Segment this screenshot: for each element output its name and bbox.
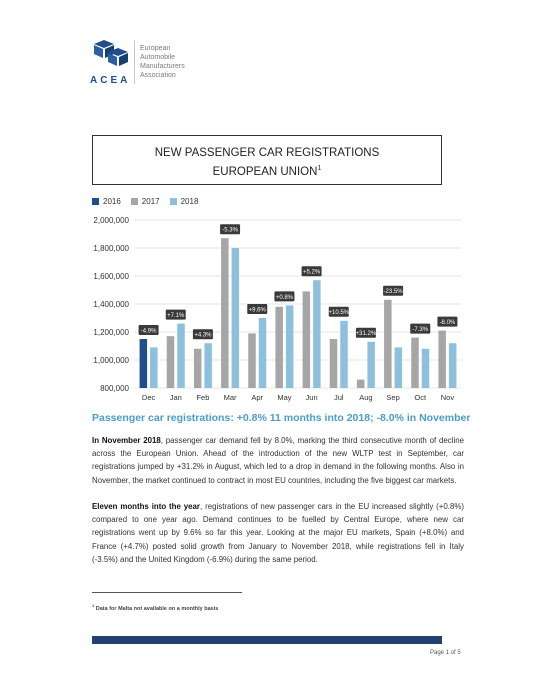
legend-label-2018: 2018: [180, 197, 199, 206]
bar-2018: [367, 342, 375, 388]
paragraph-eleven-months: [92, 500, 464, 566]
paragraph-lead: Eleven months into the year: [92, 502, 201, 511]
legend-item-2017: [131, 197, 160, 206]
data-label: -7.3%: [412, 327, 429, 333]
bar-2018: [259, 318, 267, 388]
x-tick-label: Jan: [169, 393, 182, 402]
y-tick-label: 2,000,000: [93, 216, 129, 225]
footer-bar: [92, 636, 442, 644]
y-tick-label: 1,400,000: [93, 300, 129, 309]
acea-cube-icon: [90, 38, 130, 70]
bar-2017: [303, 291, 311, 388]
bar-2017: [221, 238, 229, 388]
bar-2017: [275, 307, 283, 388]
y-tick-label: 1,600,000: [93, 272, 129, 281]
paragraph-november: [92, 434, 464, 487]
data-label: +9.6%: [248, 307, 266, 314]
chart-legend: [92, 197, 198, 206]
y-tick-label: 1,200,000: [93, 328, 129, 337]
legend-swatch-2017: [131, 198, 138, 205]
footnote-mark: 1: [92, 603, 95, 608]
bar-2017: [357, 380, 365, 388]
x-tick-label: Sep: [386, 393, 400, 402]
data-label: +5.2%: [302, 269, 321, 276]
bar-2017: [411, 338, 419, 388]
title-line-2-text: EUROPEAN UNION: [212, 165, 318, 178]
bar-2018: [449, 343, 457, 388]
logo-line: Automobile: [140, 54, 176, 61]
x-tick-label: Oct: [414, 393, 427, 402]
logo-line: Manufacturers: [140, 63, 185, 70]
legend-item-2018: [170, 197, 199, 206]
bar-2018: [150, 347, 158, 388]
title-line-2: [93, 161, 441, 180]
data-label: -5.3%: [222, 227, 238, 234]
data-label: -4.9%: [140, 328, 157, 335]
logo-line: Association: [140, 72, 176, 79]
bar-2018: [204, 343, 212, 388]
bar-2018: [313, 280, 321, 388]
logo-brand: ACEA: [90, 75, 131, 86]
x-tick-label: Aug: [359, 393, 373, 402]
x-tick-label: Mar: [223, 393, 237, 402]
y-tick-label: 1,000,000: [93, 356, 129, 365]
bar-2017: [167, 336, 175, 388]
x-tick-label: Dec: [141, 393, 156, 402]
paragraph-body: , registrations of new passenger cars in the EU increased slightly (+0.8%) compared to one year ago. Demand continues to be fuelled by Central Europe, where new car registrations went up by 9.6% so far this year. Looking at the major EU markets, Spain (+8.0%) and France (+4.7%) posted solid growth from January to November 2018, while registrations fell in Italy (-3.5%) and the United Kingdom (-6.9%) during the same period.: [92, 502, 464, 564]
bar-2016: [140, 339, 148, 388]
bar-2017: [248, 333, 256, 388]
x-tick-label: Nov: [440, 393, 455, 402]
x-tick-label: Feb: [196, 393, 210, 402]
data-label: +4.3%: [194, 332, 212, 339]
bar-2018: [232, 248, 240, 388]
bar-2017: [194, 349, 202, 388]
title-box: [92, 135, 442, 185]
logo-divider: [134, 40, 135, 84]
x-tick-label: Apr: [251, 393, 264, 402]
data-label: +31.2%: [355, 331, 377, 338]
paragraph-body: , passenger car demand fell by 8.0%, marking the third consecutive month of decline across the European Union. Ahead of the introduction of the new WLTP test in September, car registrations jumped by +31.2% in August, which led to a drop in demand in the following months. Also in November, the market continued to contract in most EU countries, including the five biggest car markets.: [92, 436, 464, 485]
legend-item-2016: [92, 197, 121, 206]
bar-2018: [177, 324, 185, 388]
data-label: +0.8%: [275, 294, 294, 301]
x-tick-label: Jun: [305, 393, 318, 402]
paragraph-lead: In November 2018: [92, 436, 161, 445]
title-footnote-ref: 1: [317, 165, 322, 172]
bar-2018: [395, 347, 403, 388]
bar-2017: [438, 331, 446, 388]
data-label: -23.5%: [383, 289, 403, 296]
bar-2018: [340, 321, 348, 388]
x-tick-label: May: [277, 393, 292, 402]
x-tick-label: Jul: [333, 393, 344, 402]
data-label: +7.1%: [167, 313, 185, 319]
acea-logo: [90, 38, 230, 88]
bar-2017: [330, 339, 338, 388]
data-label: -8.0%: [439, 320, 456, 326]
title-line-1: NEW PASSENGER CAR REGISTRATIONS: [154, 147, 380, 159]
page-number: Page 1 of 5: [430, 650, 461, 656]
y-tick-label: 1,800,000: [93, 244, 129, 253]
logo-name: [140, 44, 185, 80]
legend-swatch-2018: [170, 198, 177, 205]
section-title: Passenger car registrations: +0.8% 11 months into 2018; -8.0% in November: [92, 412, 471, 424]
data-label: +10.5%: [328, 310, 350, 317]
logo-line: European: [140, 45, 171, 52]
bar-2018: [422, 349, 430, 388]
legend-label-2017: 2017: [141, 197, 160, 206]
registrations-bar-chart: [85, 208, 465, 408]
footnote-divider: [92, 592, 242, 593]
legend-swatch-2016: [92, 198, 99, 205]
footnote: [92, 603, 218, 612]
legend-label-2016: 2016: [103, 197, 121, 206]
bar-2017: [384, 300, 392, 388]
y-tick-label: 800,000: [100, 384, 129, 393]
bar-2018: [286, 305, 294, 388]
footnote-text: Data for Malta not available on a monthly basis: [94, 605, 219, 612]
